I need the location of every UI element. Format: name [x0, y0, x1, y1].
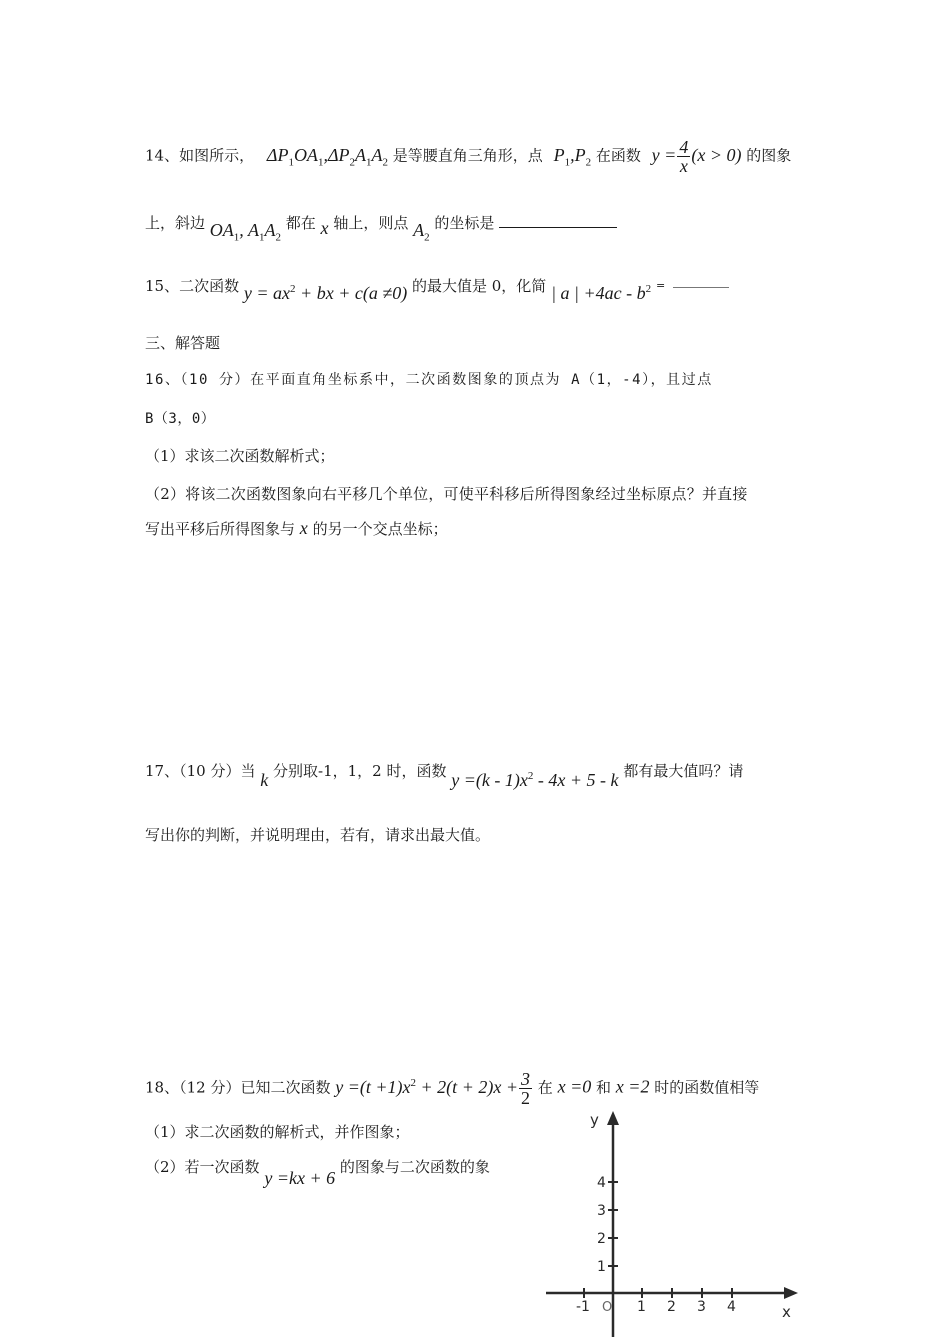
- q15-expression: | a | $+4ac - b^2$: [551, 283, 652, 303]
- q16-part1: （1）求该二次函数解析式；: [145, 447, 335, 465]
- q18-part2a: （2）若一次函数: [145, 1158, 260, 1176]
- q14-hypotenuses: $OA_1$, $A_1A_2$: [209, 220, 281, 244]
- q18-text-a: 在: [537, 1078, 553, 1097]
- q18-x0: x =0: [557, 1076, 592, 1097]
- q16-line1: 16、（10 分）在平面直角坐标系中，二次函数图象的顶点为 A（1，-4），且过点: [145, 372, 713, 388]
- x-tick-label-neg1: -1: [576, 1299, 590, 1315]
- y-axis-arrow: [607, 1111, 619, 1125]
- y-axis-label: y: [590, 1111, 599, 1129]
- q16-line2: B（3，0）: [145, 411, 216, 427]
- q16-part2b: [145, 518, 448, 539]
- q15-tail: =: [655, 279, 666, 292]
- q16-part2b-a: 写出平移后所得图象与: [145, 520, 296, 538]
- q14-line1: [145, 138, 791, 175]
- x-tick-label-2: 2: [667, 1299, 676, 1315]
- q16-part2a: （2）将该二次函数图象向右平移几个单位，可使平科移后所得图象经过坐标原点？并直接: [145, 485, 748, 503]
- y-tick-label-1: 1: [597, 1259, 606, 1275]
- q14-text-c: 的图象: [746, 146, 792, 165]
- y-tick-label-3: 3: [597, 1203, 606, 1219]
- x-tick-label-4: 4: [727, 1299, 736, 1315]
- x-tick-label-1: 1: [637, 1299, 646, 1315]
- q15-function: $y = ax^2$ + bx + c(a ≠0): [243, 283, 408, 303]
- q14-answer-blank[interactable]: [499, 213, 617, 228]
- q14-number: 14、如图所示，: [145, 146, 255, 165]
- q18-part2: [145, 1156, 490, 1188]
- q18-function: $y =(t +1)x^2 + 2(t + 2)x$ + $\frac{3}{2}$: [335, 1069, 530, 1108]
- q16-x-var: x: [299, 518, 308, 538]
- q17-function: $y =(k - 1)x^2 - 4x + 5 - k$: [451, 770, 619, 790]
- y-tick-label-2: 2: [597, 1231, 606, 1247]
- q14-line2-b: 都在: [285, 214, 316, 232]
- x-axis-arrow: [784, 1287, 798, 1299]
- q18-linear-function: y =kx + 6: [264, 1168, 336, 1188]
- q18-part1: （1）求二次函数的解析式，并作图象；: [145, 1123, 410, 1141]
- q18-text-b: 和: [596, 1078, 612, 1097]
- q17-text-a: 分别取-1，1，2 时，函数: [273, 762, 447, 780]
- y-tick-label-4: 4: [597, 1175, 606, 1191]
- q17-text-b: 都有最大值吗？请: [623, 762, 744, 780]
- q14-line2: [145, 212, 617, 244]
- q14-line2-c: 轴上，则点: [333, 214, 409, 232]
- q17-line2: 写出你的判断，并说明理由，若有，请求出最大值。: [145, 826, 491, 844]
- q14-x-axis: x: [320, 218, 329, 238]
- q14-triangles: $\Delta P_1OA_1,\Delta P_2A_1A_2$: [266, 144, 388, 169]
- q14-function: y = $\frac{4}{x}$ (x > 0): [651, 137, 742, 176]
- q15-text-a: 的最大值是 0，化简: [412, 277, 547, 295]
- q15-number: 15、二次函数: [145, 277, 240, 295]
- q15-answer-blank[interactable]: [673, 287, 729, 288]
- q18-text-c: 时的函数值相等: [654, 1078, 760, 1097]
- q15-line: [145, 275, 729, 303]
- q17-number: 17、（10 分）当: [145, 762, 256, 780]
- q14-line2-a: 上，斜边: [145, 214, 206, 232]
- coordinate-graph: [540, 1105, 810, 1337]
- q16-part2b-b: 的另一个交点坐标；: [312, 520, 448, 538]
- q14-points: $P_1,P_2$: [553, 144, 592, 169]
- q17-line1: [145, 760, 744, 790]
- q18-x2: x =2: [615, 1076, 650, 1097]
- q14-text-a: 是等腰直角三角形，点: [392, 146, 543, 165]
- x-axis-label: x: [782, 1303, 791, 1321]
- q14-line2-d: 的坐标是: [434, 214, 495, 232]
- q18-line1: [145, 1070, 759, 1107]
- x-tick-label-3: 3: [697, 1299, 706, 1315]
- section3-title: 三、解答题: [145, 334, 221, 352]
- q14-point-a2: $A_2$: [413, 220, 430, 244]
- q14-text-b: 在函数: [595, 146, 641, 165]
- q18-number: 18、（12 分）已知二次函数: [145, 1078, 331, 1097]
- q17-k-var: k: [260, 770, 269, 790]
- origin-label: O: [602, 1300, 613, 1315]
- q18-part2b: 的图象与二次函数的象: [339, 1158, 490, 1176]
